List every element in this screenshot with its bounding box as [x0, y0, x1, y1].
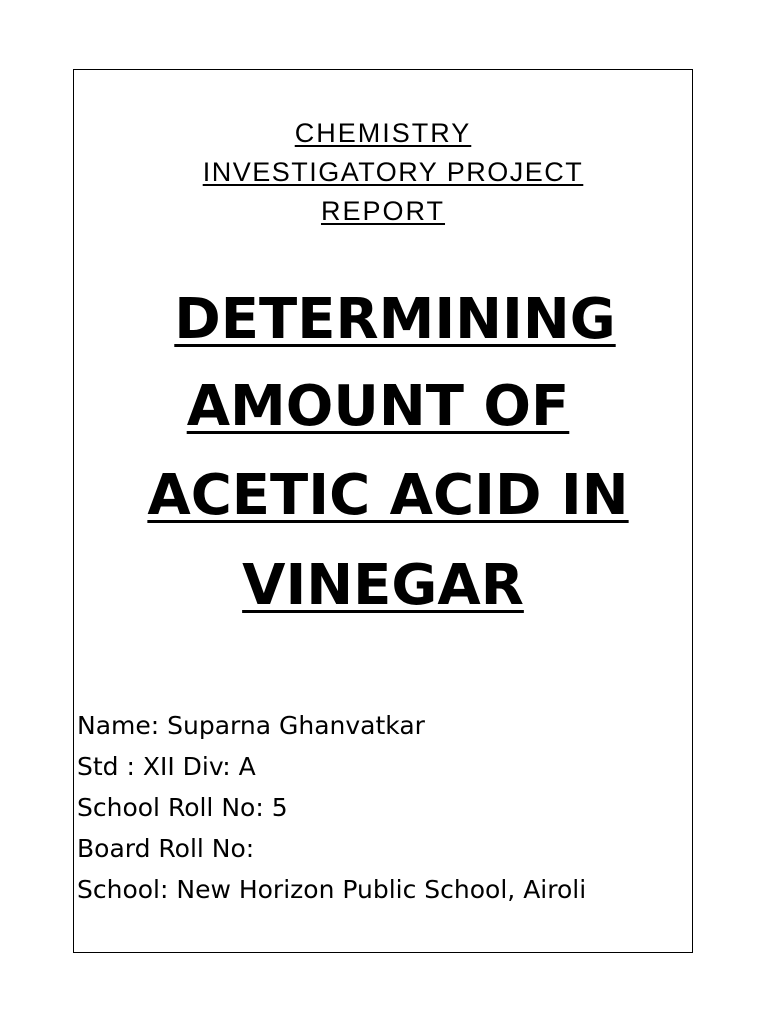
- header-report: REPORT: [320, 196, 446, 226]
- title-line-1: DETERMINING: [174, 287, 616, 352]
- title-line-2: AMOUNT OF: [186, 374, 570, 439]
- title-line-3: ACETIC ACID IN: [147, 463, 629, 528]
- header-subject: CHEMISTRY: [294, 118, 472, 148]
- student-school: School: New Horizon Public School, Airoli: [77, 875, 587, 904]
- student-school-roll: School Roll No: 5: [77, 793, 288, 822]
- title-line-4: VINEGAR: [242, 553, 524, 618]
- student-name: Name: Suparna Ghanvatkar: [77, 711, 425, 740]
- student-board-roll: Board Roll No:: [77, 834, 255, 863]
- student-std: Std : XII Div: A: [77, 752, 256, 781]
- header-project-type: INVESTIGATORY PROJECT: [202, 157, 584, 187]
